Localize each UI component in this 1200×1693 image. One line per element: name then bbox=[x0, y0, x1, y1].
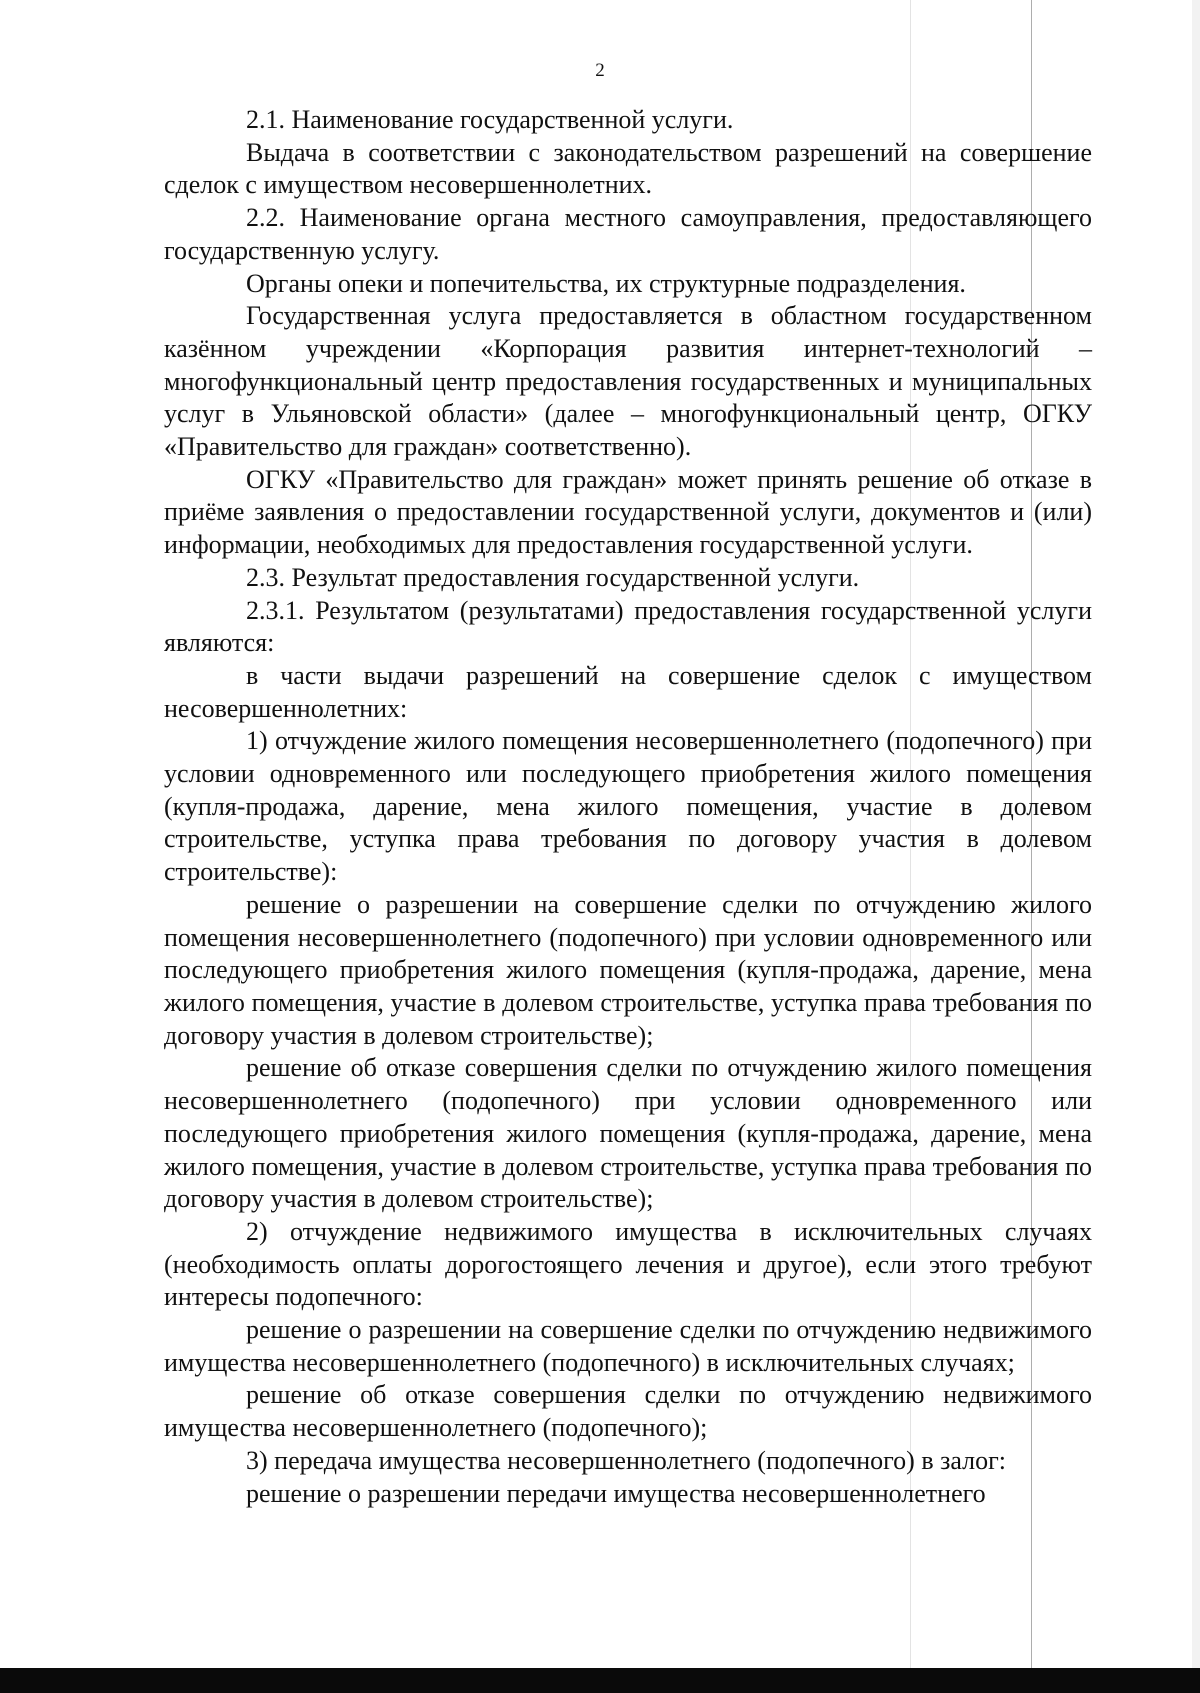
paragraph: Государственная услуга предоставляется в областном государственном казённом учреждении «Корпорация развития интернет-технологий – многофункциональный центр предоставления государственных и муниципальных услуг в Ульяновской области» (далее – многофункциональный центр, ОГКУ «Правительство для граждан» соответственно). bbox=[164, 301, 1092, 462]
paragraph: решение о разрешении передачи имущества несовершеннолетнего bbox=[246, 1478, 986, 1508]
scan-border bbox=[0, 1668, 1200, 1693]
paragraph: Органы опеки и попечительства, их структурные подразделения. bbox=[246, 268, 966, 298]
paragraph: Выдача в соответствии с законодательством разрешений на совершение сделок с имуществом несовершеннолетних. bbox=[164, 137, 1092, 200]
paragraph: решение о разрешении на совершение сделки по отчуждению жилого помещения несовершеннолетнего (подопечного) при условии одновременного или последующего приобретения жилого помещения (купля-продажа, дарение, мена жилого помещения, участие в долевом строительстве, уступка права требования по договору участия в долевом строительстве); bbox=[164, 889, 1092, 1050]
section-heading-2-3: 2.3. Результат предоставления государственной услуги. bbox=[246, 562, 860, 592]
paragraph: в части выдачи разрешений на совершение сделок с имуществом несовершеннолетних: bbox=[164, 660, 1092, 723]
document-body bbox=[164, 104, 1092, 1510]
paragraph: решение об отказе совершения сделки по отчуждению жилого помещения несовершеннолетнего (подопечного) при условии одновременного или последующего приобретения жилого помещения (купля-продажа, дарение, мена жилого помещения, участие в долевом строительстве, уступка права требования по договору участия в долевом строительстве); bbox=[164, 1053, 1092, 1214]
page-number: 2 bbox=[595, 60, 605, 81]
paragraph: 2.3.1. Результатом (результатами) предоставления государственной услуги являются: bbox=[164, 595, 1092, 658]
list-item: 3) передача имущества несовершеннолетнего (подопечного) в залог: bbox=[246, 1445, 1007, 1475]
paragraph: решение об отказе совершения сделки по отчуждению недвижимого имущества несовершеннолетнего (подопечного); bbox=[164, 1380, 1092, 1443]
section-heading-2-2: 2.2. Наименование органа местного самоуправления, предоставляющего государственную услугу. bbox=[164, 203, 1092, 265]
paragraph: ОГКУ «Правительство для граждан» может принять решение об отказе в приёме заявления о предоставлении государственной услуги, документов и (или) информации, необходимых для предоставления государственной услуги. bbox=[164, 464, 1092, 560]
list-item: 2) отчуждение недвижимого имущества в исключительных случаях (необходимость оплаты дорогостоящего лечения и другое), если этого требуют интересы подопечного: bbox=[164, 1216, 1092, 1312]
section-heading-2-1: 2.1. Наименование государственной услуги. bbox=[246, 105, 734, 134]
list-item: 1) отчуждение жилого помещения несовершеннолетнего (подопечного) при условии одновременного или последующего приобретения жилого помещения (купля-продажа, дарение, мена жилого помещения, участие в долевом строительстве, уступка права требования по договору участия в долевом строительстве): bbox=[164, 726, 1092, 887]
paragraph: решение о разрешении на совершение сделки по отчуждению недвижимого имущества несовершеннолетнего (подопечного) в исключительных случаях; bbox=[164, 1315, 1092, 1377]
scan-edge bbox=[1192, 0, 1200, 1693]
